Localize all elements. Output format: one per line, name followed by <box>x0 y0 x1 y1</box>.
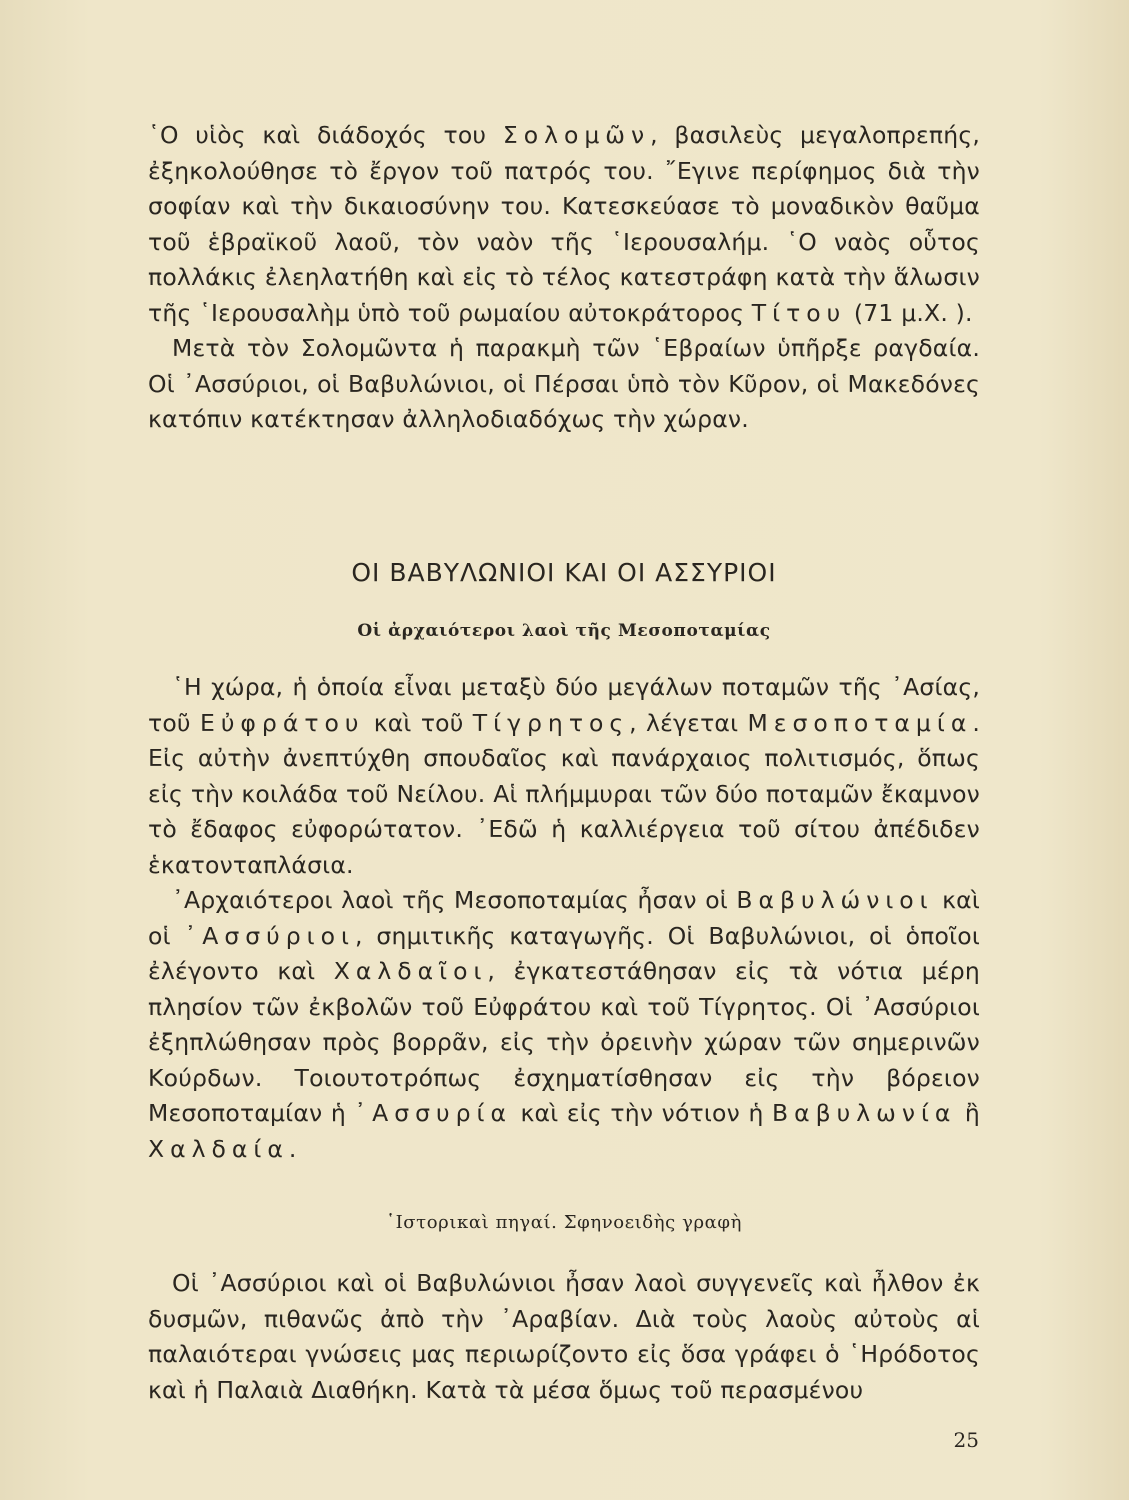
name-assyrians: ᾿Ασσύριοι <box>184 921 355 950</box>
name-babylonia: Βαβυλωνία <box>772 1099 957 1127</box>
section-title-oldest-peoples: Οἱ ἀρχαιότεροι λαοὶ τῆς Μεσοποταμίας <box>357 621 771 641</box>
name-titus: Τίτου <box>751 298 847 327</box>
section1-paragraph-2: ᾿Αρχαιότεροι λαοὶ τῆς Μεσοποταμίας ἦσαν οἱ Βαβυλώνιοι καὶ οἱ ᾿Ασσύριοι, σημιτικῆς καταγωγῆς. Οἱ Βαβυλώνιοι, οἱ ὁποῖοι ἐλέγοντο καὶ Χαλδαῖοι, ἐγκατεστάθησαν εἰς τὰ νότια μέρη πλησίον τῶν ἐκβολῶν τοῦ Εὐφράτου καὶ τοῦ Τίγρητος. Οἱ ᾿Ασσύριοι ἐξηπλώθησαν πρὸς βορρᾶν, εἰς τὴν ὀρεινὴν χώραν τῶν σημερινῶν Κούρδων. Τοιουτοτρόπως ἐσχηματίσθησαν εἰς τὴν βόρειον Μεσοποταμίαν ἡ ᾿Ασσυρία καὶ εἰς τὴν νότιον ἡ Βαβυλωνία ἢ Χαλδαία. <box>148 886 980 1163</box>
name-chaldea: Χαλδαία <box>148 1134 289 1163</box>
name-tigris: Τίγρητος <box>472 708 630 737</box>
name-solomon: Σολομῶν <box>502 121 651 149</box>
name-mesopotamia: Μεσοποταμία <box>747 708 973 737</box>
section-title-historical-sources: ῾Ιστορικαὶ πηγαί. Σφηνοειδὴς γραφὴ <box>385 1212 743 1233</box>
chapter-title: ΟΙ ΒΑΒΥΛΩΝΙΟΙ ΚΑΙ ΟΙ ΑΣΣΥΡΙΟΙ <box>351 558 777 587</box>
page-number: 25 <box>953 1428 979 1452</box>
name-assyria: ᾿Ασσυρία <box>354 1099 512 1127</box>
intro-paragraph-1: ῾Ο υἱὸς καὶ διάδοχός του Σολομῶν, βασιλεὺς μεγαλοπρεπής, ἐξηκολούθησε τὸ ἔργον τοῦ πατρός του. ῎Εγινε περίφημος διὰ τὴν σοφίαν καὶ τὴν δικαιοσύνην του. Κατεσκεύασε τὸ μοναδικὸν θαῦμα τοῦ ἑβραϊκοῦ λαοῦ, τὸν ναὸν τῆς ῾Ιερουσαλήμ. ῾Ο ναὸς οὗτος πολλάκις ἐλεηλατήθη καὶ εἰς τὸ τέλος κατεστράφη κατὰ τὴν ἅλωσιν τῆς ῾Ιερουσαλὴμ ὑπὸ τοῦ ρωμαίου αὐτοκράτορος Τίτου (71 μ.Χ. ). <box>148 121 980 327</box>
name-chaldeans: Χαλδαῖοι <box>333 957 488 985</box>
section1-text-block <box>148 670 980 1167</box>
section1-paragraph-1: ῾Η χώρα, ἡ ὁποία εἶναι μεταξὺ δύο μεγάλων ποταμῶν τῆς ᾿Ασίας, τοῦ Εὐφράτου καὶ τοῦ Τίγρητος, λέγεται Μεσοποταμία. Εἰς αὐτὴν ἀνεπτύχθη σπουδαῖος καὶ πανάρχαιος πολιτισμός, ὅπως εἰς τὴν κοιλάδα τοῦ Νείλου. Αἱ πλήμμυραι τῶν δύο ποταμῶν ἔκαμνον τὸ ἔδαφος εὐφορώτατον. ᾿Εδῶ ἡ καλλιέργεια τοῦ σίτου ἀπέδιδεν ἑκατονταπλάσια. <box>148 673 980 879</box>
name-euphrates: Εὐφράτου <box>199 708 365 737</box>
name-babylonians: Βαβυλώνιοι <box>736 886 934 914</box>
intro-paragraph-2: Μετὰ τὸν Σολομῶντα ἡ παρακμὴ τῶν ῾Εβραίων ὑπῆρξε ραγδαία. Οἱ ᾿Ασσύριοι, οἱ Βαβυλώνιοι, οἱ Πέρσαι ὑπὸ τὸν Κῦρον, οἱ Μακεδόνες κατόπιν κατέκτησαν ἀλληλοδιαδόχως τὴν χώραν. <box>148 334 980 433</box>
section2-text-block <box>148 1266 980 1408</box>
section2-paragraph-1: Οἱ ᾿Ασσύριοι καὶ οἱ Βαβυλώνιοι ἦσαν λαοὶ συγγενεῖς καὶ ἦλθον ἐκ δυσμῶν, πιθανῶς ἀπὸ τὴν ᾿Αραβίαν. Διὰ τοὺς λαοὺς αὐτοὺς αἱ παλαιότεραι γνώσεις μας περιωρίζοντο εἰς ὅσα γράφει ὁ ῾Ηρόδοτος καὶ ἡ Παλαιὰ Διαθήκη. Κατὰ τὰ μέσα ὅμως τοῦ περασμένου <box>148 1269 980 1404</box>
intro-text-block <box>148 118 980 438</box>
